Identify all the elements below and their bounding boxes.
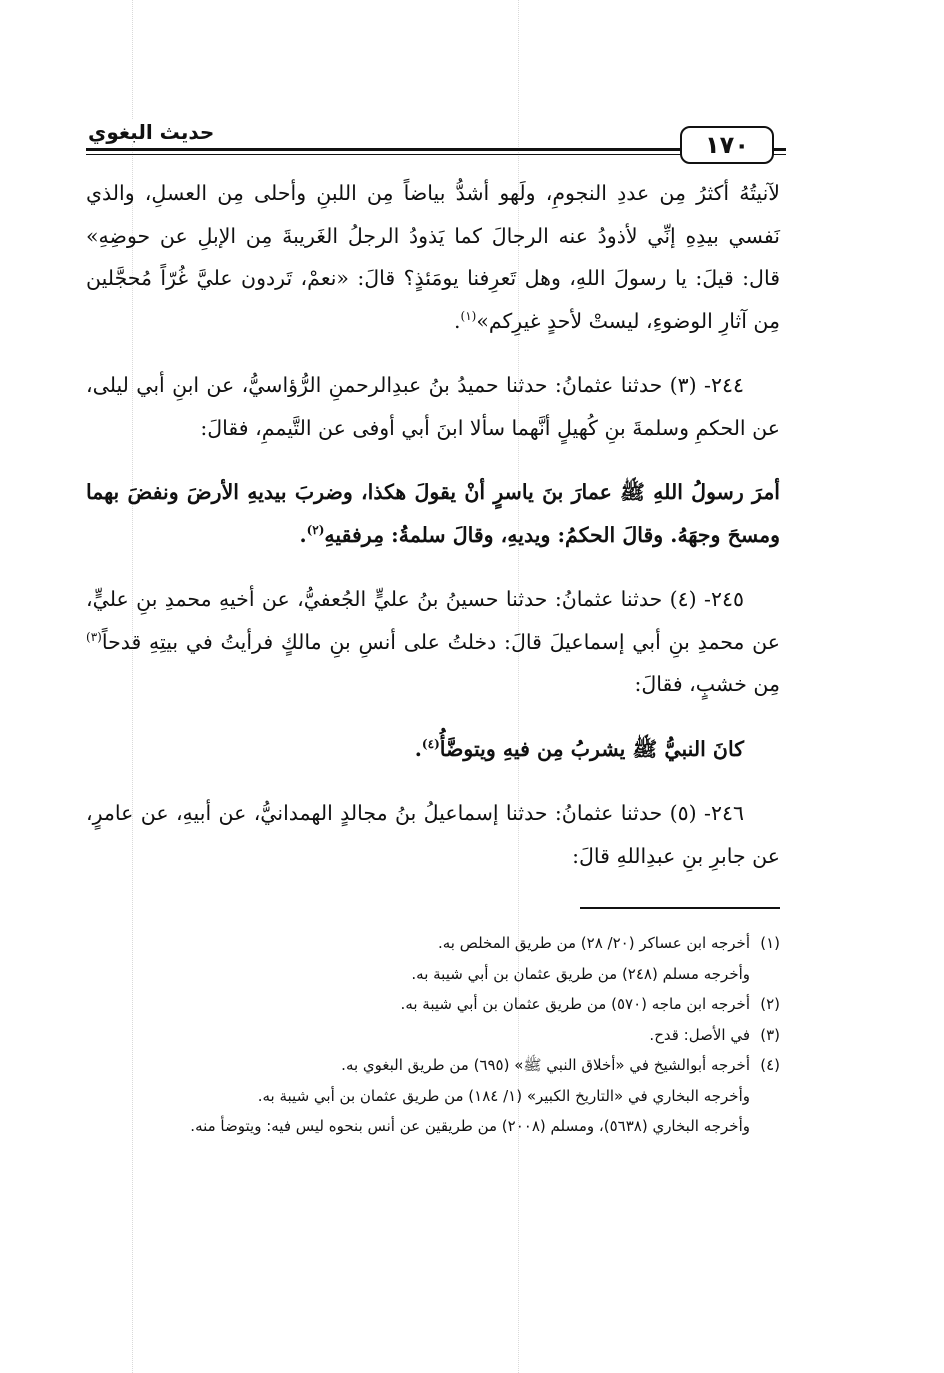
paragraph-text: أمرَ رسولُ اللهِ ﷺ عمارَ بنَ ياسرٍ أنْ يقولَ هكذا، وضربَ بيديهِ الأرضَ ونفضَ بهما ومسحَ وجهَهُ. وقالَ الحكمُ: ويديهِ، وقالَ سلمةُ: مِرفقيهِ xyxy=(86,480,780,547)
main-text xyxy=(86,172,780,877)
footnote-text: أخرجه ابن ماجه (٥٧٠) من طريق عثمان بن أبي شيبة به. xyxy=(400,995,750,1013)
hadith-244-isnad xyxy=(86,364,780,449)
footnote-text: أخرجه أبوالشيخ في «أخلاق النبي ﷺ» (٦٩٥) من طريق البغوي به. xyxy=(341,1056,750,1074)
footnote xyxy=(90,1050,780,1081)
footnote-separator xyxy=(580,907,780,909)
footnote xyxy=(90,928,780,959)
footnote-continuation xyxy=(90,1111,780,1142)
paragraph-text: مِن خشبٍ، فقالَ: xyxy=(634,672,780,696)
footnote-ref: (٤) xyxy=(421,736,440,751)
footnote-number: (٢) xyxy=(760,995,780,1013)
footnote-number: (٣) xyxy=(760,1025,780,1044)
page-header xyxy=(86,118,786,166)
footnotes xyxy=(90,928,780,1142)
footnote-ref: (١) xyxy=(460,308,477,323)
footnote-ref: (٣) xyxy=(86,629,102,644)
paragraph-text: ٢٤٤- (٣) حدثنا عثمانُ: حدثنا حميدُ بنُ عبدِالرحمنِ الرُّؤاسيُّ، عن ابنِ أبي ليلى، عن الحكمِ وسلمةَ بنِ كُهيلٍ أنَّهما سألا ابنَ أبي أوفى عن التَّيممِ، فقالَ: xyxy=(86,373,780,440)
footnote-text: وأخرجه مسلم (٢٤٨) من طريق عثمان بن أبي شيبة به. xyxy=(411,964,750,983)
footnote-number: (٤) xyxy=(760,1056,780,1074)
footnote-ref: (٢) xyxy=(306,522,325,537)
paragraph-text: كانَ النبيُّ ﷺ يشربُ مِن فيهِ ويتوضَّأُ xyxy=(439,736,744,761)
hadith-246-isnad xyxy=(86,792,780,877)
hadith-244-matn: أمرَ رسولُ اللهِ ﷺ عمارَ بنَ ياسرٍ أنْ يقولَ هكذا، وضربَ بيديهِ الأرضَ ونفضَ بهما ومسحَ وجهَهُ. وقالَ الحكمُ: ويديهِ، وقالَ سلمةُ: مِرفقيهِ$^{(٢)}$. xyxy=(86,480,780,547)
footnote-continuation xyxy=(90,959,780,990)
footnote-continuation xyxy=(90,1081,780,1112)
paragraph: لآنيتُهُ أكثرُ مِن عددِ النجومِ، ولَهو أشدُّ بياضاً مِن اللبنِ وأحلى مِن العسلِ، والذي نَفسي بيدِهِ إنِّي لأذودُ عنه الرجالَ كما يَذودُ الرجلُ الغَريبةَ مِن الإبلِ عن حوضِهِ» قال: قيلَ: يا رسولَ اللهِ، وهل تَعرِفنا يومَئذٍ؟ قالَ: «نعمْ، تَردون عليَّ غُرّاً مُحجَّلين مِن آثارِ الوضوءِ، ليستْ لأحدٍ غيرِكم»$^{(١)}$. xyxy=(86,181,780,333)
footnote xyxy=(90,1020,780,1051)
book-title: حديث البغوي xyxy=(86,120,220,144)
hadith-245-matn: كانَ النبيُّ ﷺ يشربُ مِن فيهِ ويتوضَّأُ$^{(٤)}$. xyxy=(414,736,744,761)
footnote xyxy=(90,989,780,1020)
paragraph-text: لآنيتُهُ أكثرُ مِن عددِ النجومِ، ولَهو أشدُّ بياضاً مِن اللبنِ وأحلى مِن العسلِ، والذي نَفسي بيدِهِ إنِّي لأذودُ عنه الرجالَ كما يَذودُ الرجلُ الغَريبةَ مِن الإبلِ عن حوضِهِ» قال: قيلَ: يا رسولَ اللهِ، وهل تَعرِفنا يومَئذٍ؟ قالَ: «نعمْ، تَردون عليَّ غُرّاً مُحجَّلين مِن آثارِ الوضوءِ، ليستْ لأحدٍ غيرِكم» xyxy=(86,181,780,333)
footnote-text: وأخرجه البخاري (٥٦٣٨)، ومسلم (٢٠٠٨) من طريقين عن أنس بنحوه ليس فيه: ويتوضأ منه. xyxy=(190,1117,750,1135)
page-number: ١٧٠ xyxy=(680,126,774,164)
footnote-text: أخرجه ابن عساكر (٢٠/ ٢٨) من طريق المخلص به. xyxy=(437,934,750,952)
footnote-text: في الأصل: قدح. xyxy=(649,1025,750,1044)
footnote-text: وأخرجه البخاري في «التاريخ الكبير» (١/ ١٨٤) من طريق عثمان بن أبي شيبة به. xyxy=(257,1086,750,1105)
paragraph-text: ٢٤٦- (٥) حدثنا عثمانُ: حدثنا إسماعيلُ بنُ مجالدٍ الهمدانيُّ، عن أبيهِ، عن عامرٍ، عن جابرِ بنِ عبدِاللهِ قالَ: xyxy=(86,801,780,868)
paragraph-text: ٢٤٥- (٤) حدثنا عثمانُ: حدثنا حسينُ بنُ عليٍّ الجُعفيُّ، عن أخيهِ محمدِ بنِ عليٍّ، عن محمدِ بنِ أبي إسماعيلَ قالَ: دخلتُ على أنسِ بنِ مالكٍ فرأيتُ في بيتِهِ قدحاً xyxy=(86,587,780,654)
footnote-number: (١) xyxy=(760,934,780,952)
hadith-245-isnad xyxy=(86,578,780,706)
